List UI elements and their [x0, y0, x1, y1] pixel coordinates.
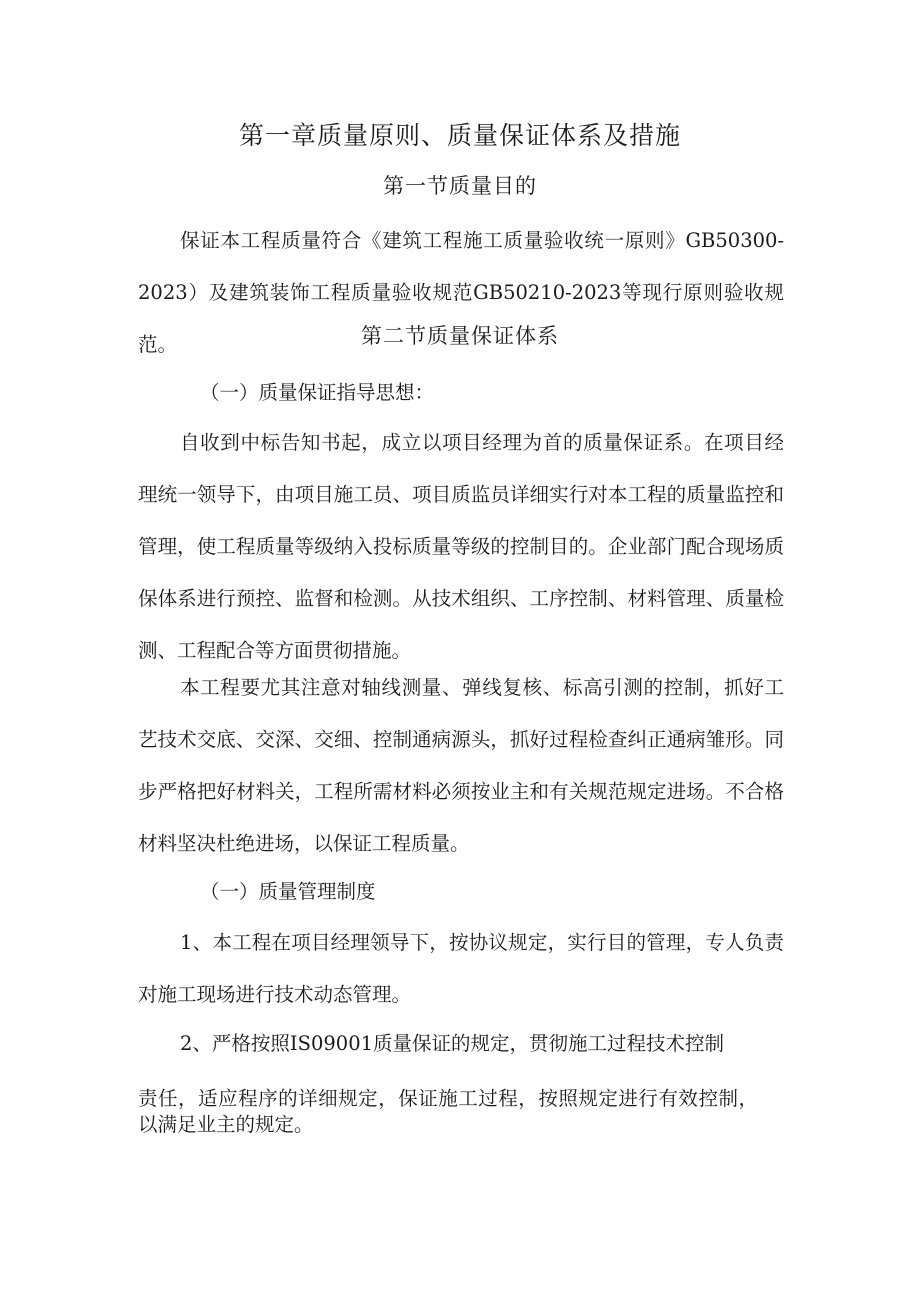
guide-heading: （一）质量保证指导思想： [200, 381, 435, 404]
chapter-title: 第一章质量原则、质量保证体系及措施 [238, 121, 681, 150]
section2-title: 第二节质量保证体系 [361, 324, 559, 348]
management-heading: （一）质量管理制度 [200, 880, 376, 903]
focus-body: 本工程要尤其注意对轴线测量、弹线复核、标高引测的控制，抓好工艺技术交底、交深、交细、控制通病源头，抓好过程检查纠正通病雏形。同步严格把好材料关，工程所需材料必须按业主和有关规范规定进场。不合格材料坚决杜绝进场，以保证工程质量。 [138, 676, 784, 855]
section1-body: 保证本工程质量符合《建筑工程施工质量验收统一原则》GB50300-2023）及建筑装饰工程质量验收规范GB50210-2023等现行原则验收规范。 [138, 229, 784, 356]
section1-title: 第一节质量目的 [383, 174, 537, 198]
management-item-2-line2: 责任，适应程序的详细规定，保证施工过程，按照规定进行有效控制，以满足业主的规定。 [138, 1087, 758, 1136]
management-item-1: 1、本工程在项目经理领导下，按协议规定，实行目的管理，专人负责对施工现场进行技术动态管理。 [138, 931, 784, 1006]
management-item-2-line1: 2、严格按照IS09001质量保证的规定，贯彻施工过程技术控制 [180, 1032, 725, 1055]
guide-body: 自收到中标告知书起，成立以项目经理为首的质量保证系。在项目经理统一领导下，由项目施工员、项目质监员详细实行对本工程的质量监控和管理，使工程质量等级纳入投标质量等级的控制目的。企业部门配合现场质保体系进行预控、监督和检测。从技术组织、工序控制、材料管理、质量检测、工程配合等方面贯彻措施。 [138, 431, 784, 662]
